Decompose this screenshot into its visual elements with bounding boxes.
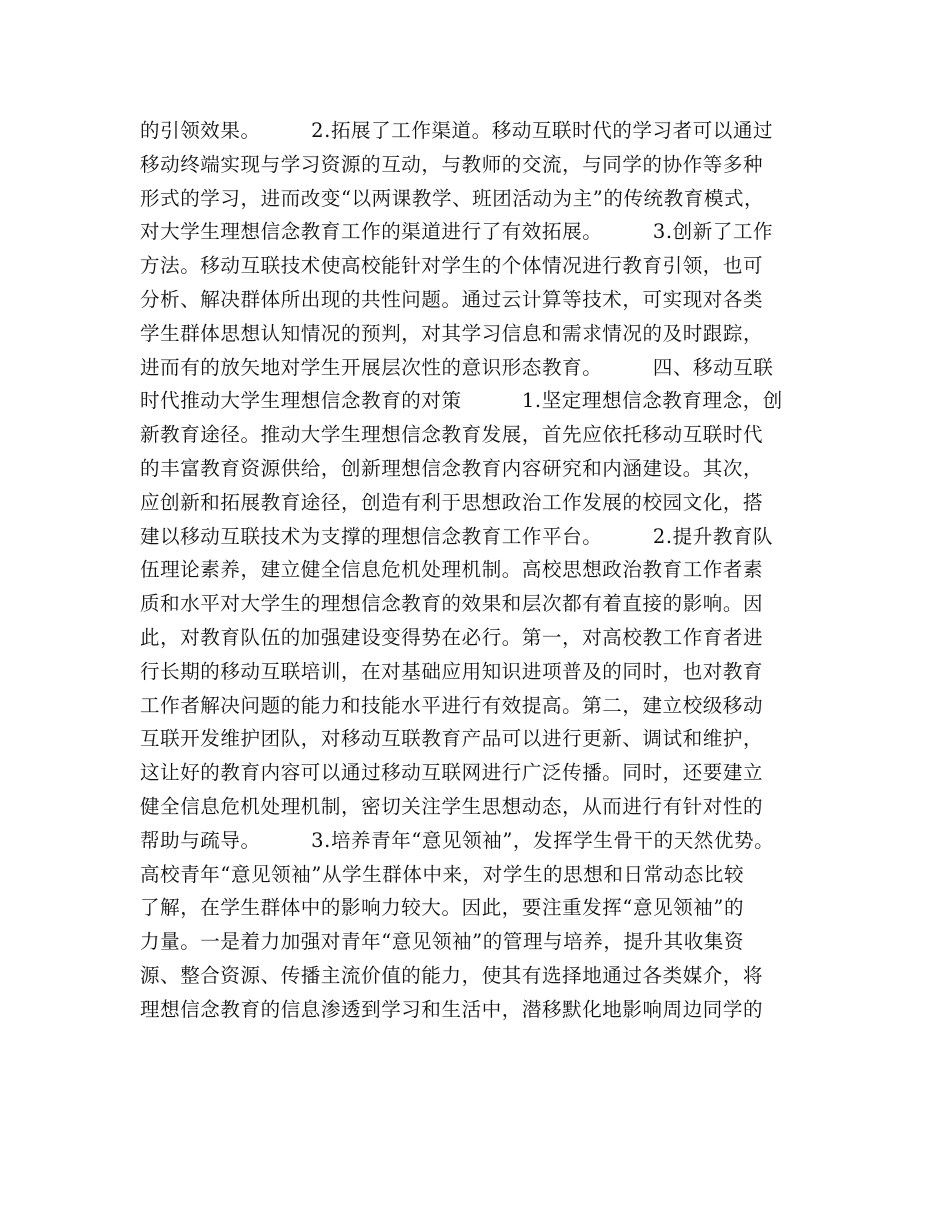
text-line-4: 对大学生理想信念教育工作的渠道进行了有效拓展。 3.创新了工作 — [140, 220, 774, 244]
text-line-5: 方法。移动互联技术使高校能针对学生的个体情况进行教育引领，也可 — [140, 254, 764, 278]
text-line-8: 进而有的放矢地对学生开展层次性的意识形态教育。 四、移动互联 — [140, 355, 774, 379]
text-line-22: 帮助与疏导。 3.培养青年“意见领袖”，发挥学生骨干的天然优势。 — [140, 828, 775, 852]
text-line-3: 形式的学习，进而改变“以两课教学、班团活动为主”的传统教育模式， — [140, 186, 765, 210]
text-line-7: 学生群体思想认知情况的预判，对其学习信息和需求情况的及时跟踪， — [140, 321, 764, 345]
text-line-25: 力量。一是着力加强对青年“意见领袖”的管理与培养，提升其收集资 — [140, 930, 745, 954]
text-line-23: 高校青年“意见领袖”从学生群体中来，对学生的思想和日常动态比较 — [140, 862, 745, 886]
body-text — [140, 114, 830, 1027]
text-line-16: 此，对教育队伍的加强建设变得势在必行。第一，对高校教工作育者进 — [140, 625, 764, 649]
text-line-12: 应创新和拓展教育途径，创造有利于思想政治工作发展的校园文化，搭 — [140, 490, 764, 514]
text-line-19: 互联开发维护团队，对移动互联教育产品可以进行更新、调试和维护， — [140, 727, 764, 751]
text-line-27: 理想信念教育的信息渗透到学习和生活中，潜移默化地影响周边同学的 — [140, 997, 764, 1021]
text-line-26: 源、整合资源、传播主流价值的能力，使其有选择地通过各类媒介，将 — [140, 963, 764, 987]
text-line-18: 工作者解决问题的能力和技能水平进行有效提高。第二，建立校级移动 — [140, 693, 764, 717]
text-line-14: 伍理论素养，建立健全信息危机处理机制。高校思想政治教育工作者素 — [140, 558, 764, 582]
text-line-10: 新教育途径。推动大学生理想信念教育发展，首先应依托移动互联时代 — [140, 423, 764, 447]
text-line-1: 的引领效果。 2.拓展了工作渠道。移动互联时代的学习者可以通过 — [140, 119, 774, 142]
text-line-21: 健全信息危机处理机制，密切关注学生思想动态，从而进行有针对性的 — [140, 794, 764, 818]
text-line-11: 的丰富教育资源供给，创新理想信念教育内容研究和内涵建设。其次， — [140, 456, 764, 480]
text-line-6: 分析、解决群体所出现的共性问题。通过云计算等技术，可实现对各类 — [140, 287, 764, 311]
text-line-15: 质和水平对大学生的理想信念教育的效果和层次都有着直接的影响。因 — [140, 592, 764, 616]
text-line-20: 这让好的教育内容可以通过移动互联网进行广泛传播。同时，还要建立 — [140, 761, 764, 785]
text-line-13: 建以移动互联技术为支撑的理想信念教育工作平台。 2.提升教育队 — [140, 524, 774, 548]
text-line-2: 移动终端实现与学习资源的互动，与教师的交流，与同学的协作等多种 — [140, 152, 764, 176]
text-line-9: 时代推动大学生理想信念教育的对策 1.坚定理想信念教育理念，创 — [140, 389, 783, 413]
text-line-24: 了解，在学生群体中的影响力较大。因此，要注重发挥“意见领袖”的 — [140, 896, 745, 920]
text-line-17: 行长期的移动互联培训，在对基础应用知识进项普及的同时，也对教育 — [140, 659, 764, 683]
